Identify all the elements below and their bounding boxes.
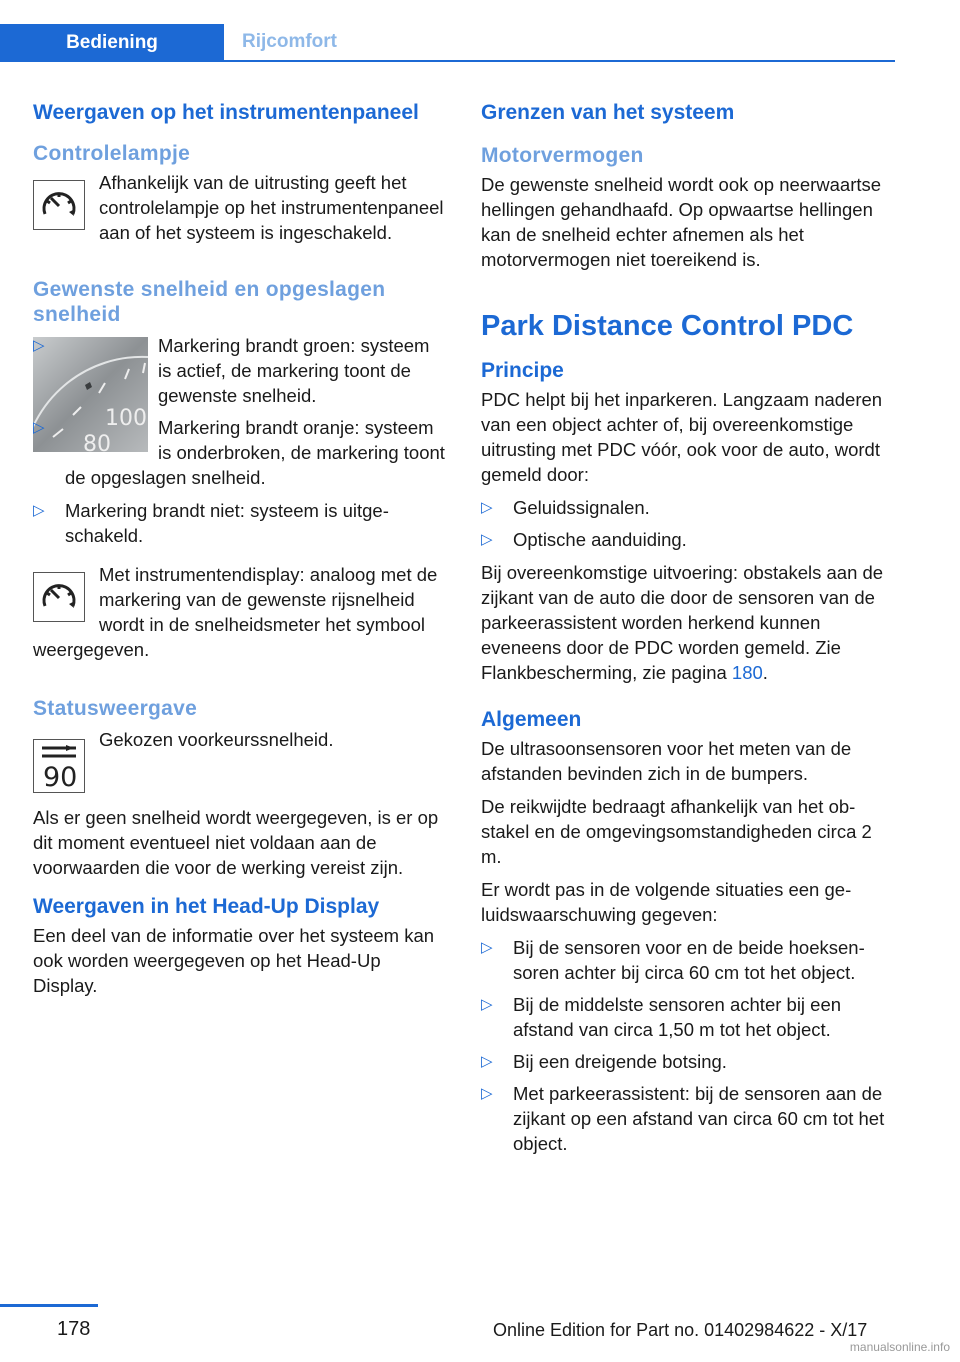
speed-preference-icon [33, 739, 85, 793]
general-p2: De reikwijdte bedraagt afhankelijk van het obstakel en de omgevingsomstandigheden circa 2 m. [481, 796, 872, 867]
bullet-triangle-icon: ▷ [481, 499, 493, 516]
list-item: ▷ Markering brandt oranje: systeem is onderbroken, de markering toont de opgeslagen snelheid. [33, 417, 445, 488]
bullet-triangle-icon: ▷ [33, 419, 45, 436]
list-item: ▷ Markering brandt groen: systeem is actief, de markering toont de gewenste snelheid. [33, 335, 430, 406]
instrument-display-block [33, 562, 447, 670]
speed-bullets-full [33, 498, 447, 548]
gauge-label-100: 100 [105, 406, 147, 431]
heading-principle: Principe [481, 359, 564, 382]
status-paragraph: Als er geen snelheid wordt weergegeven, is er op dit moment eventueel niet voldaan aan de voorwaarden die voor de werking vereist zijn. [33, 807, 439, 878]
heading-system-limits: Grenzen van het systeem [481, 101, 735, 124]
page-reference-link[interactable]: 180 [731, 662, 763, 683]
edition-text: Online Edition for Part no. 01402984622 - X/17 [493, 1320, 868, 1340]
heading-controllamp: Controlelampje [33, 142, 191, 165]
heading-hud: Weergaven in het Head-Up Display [33, 895, 380, 918]
list-item: ▷ Markering brandt niet: systeem is uitgeschakeld. [33, 500, 389, 546]
heading-general: Algemeen [481, 708, 582, 731]
engine-power-text: De gewenste snelheid wordt ook op neerwaartse hellingen gehandhaafd. Op opwaartse hellingen kan de snelheid echter afnemen als het motorvermogen niet toereikend is. [481, 174, 882, 270]
instrument-display-text: Met instrumentendisplay: analoog met de markering van de gewenste rijsnelheid wordt in de snelheidsmeter het symbool weergegeven. [33, 564, 438, 660]
controllamp-block [33, 170, 447, 253]
tab-rijcomfort[interactable]: Rijcomfort [242, 31, 337, 52]
header-tabs [0, 0, 895, 62]
controllamp-text: Afhankelijk van de uitrusting geeft het controlelampje op het instrumentenpaneel aan of het systeem is ingeschakeld. [99, 172, 444, 243]
list-item: ▷ Met parkeerassistent: bij de sensoren aan de zijkant op een afstand van circa 60 cm tot het object. [481, 1083, 885, 1154]
bullet-triangle-icon: ▷ [33, 502, 45, 519]
list-item: ▷ Geluidssignalen. [481, 497, 650, 518]
speed-block [33, 333, 447, 498]
list-item: ▷ Optische aanduiding. [481, 529, 687, 550]
list-item: ▷ Bij een dreigende botsing. [481, 1051, 727, 1072]
status-icon-value: 90 [43, 762, 78, 790]
bullet-triangle-icon: ▷ [481, 1085, 493, 1102]
gauge-label-80: 80 [83, 432, 111, 452]
general-p1: De ultrasoonsensoren voor het meten van de afstanden bevinden zich in de bumpers. [481, 738, 852, 784]
principle-text: PDC helpt bij het inparkeren. Langzaam naderen van een object achter of, bij overeenkomstige uitrusting met PDC vóór, ook voor de auto, wordt gemeld door: [481, 389, 883, 485]
general-bullets [481, 935, 893, 1156]
page-number: 178 [57, 1318, 91, 1340]
principle-bullets [481, 495, 893, 552]
left-column [33, 100, 447, 1006]
tab-bediening[interactable]: Bediening [0, 24, 224, 62]
cruise-control-icon [33, 180, 85, 230]
heading-desired-speed: Gewenste snelheid en opgeslagen snelheid [33, 278, 386, 326]
bullet-triangle-icon: ▷ [481, 531, 493, 548]
status-block [33, 725, 447, 799]
general-p3: Er wordt pas in de volgende situaties een geluidswaarschuwing gegeven: [481, 879, 852, 925]
principle-paragraph: Bij overeenkomstige uitvoering: obstakels aan de zijkant van de auto die door de sensoren van de parkeerassistent worden herkend kunnen eveneens door de PDC worden gemeld. Zie Flankbescherming, zie pagina 180. [481, 562, 884, 683]
cruise-control-icon [33, 572, 85, 622]
bullet-triangle-icon: ▷ [33, 337, 45, 354]
chapter-title-pdc: Park Distance Control PDC [481, 310, 854, 342]
bullet-triangle-icon: ▷ [481, 996, 493, 1013]
bullet-triangle-icon: ▷ [481, 939, 493, 956]
section-title-instrument-displays: Weergaven op het instrumentenpaneel [33, 101, 419, 124]
status-text: Gekozen voorkeurssnelheid. [99, 729, 334, 750]
tab-divider [224, 60, 895, 62]
bullet-triangle-icon: ▷ [481, 1053, 493, 1070]
watermark: manualsonline.info [849, 1340, 950, 1354]
heading-status: Statusweergave [33, 697, 198, 720]
heading-engine-power: Motorvermogen [481, 144, 644, 167]
hud-text: Een deel van de informatie over het systeem kan ook worden weergegeven op het Head-Up Display. [33, 925, 435, 996]
list-item: ▷ Bij de middelste sensoren achter bij een afstand van circa 1,50 m tot het object. [481, 994, 842, 1040]
footer-rule [0, 1304, 98, 1307]
right-column [481, 100, 893, 1164]
list-item: ▷ Bij de sensoren voor en de beide hoeksensoren achter bij circa 60 cm tot het object. [481, 937, 865, 983]
